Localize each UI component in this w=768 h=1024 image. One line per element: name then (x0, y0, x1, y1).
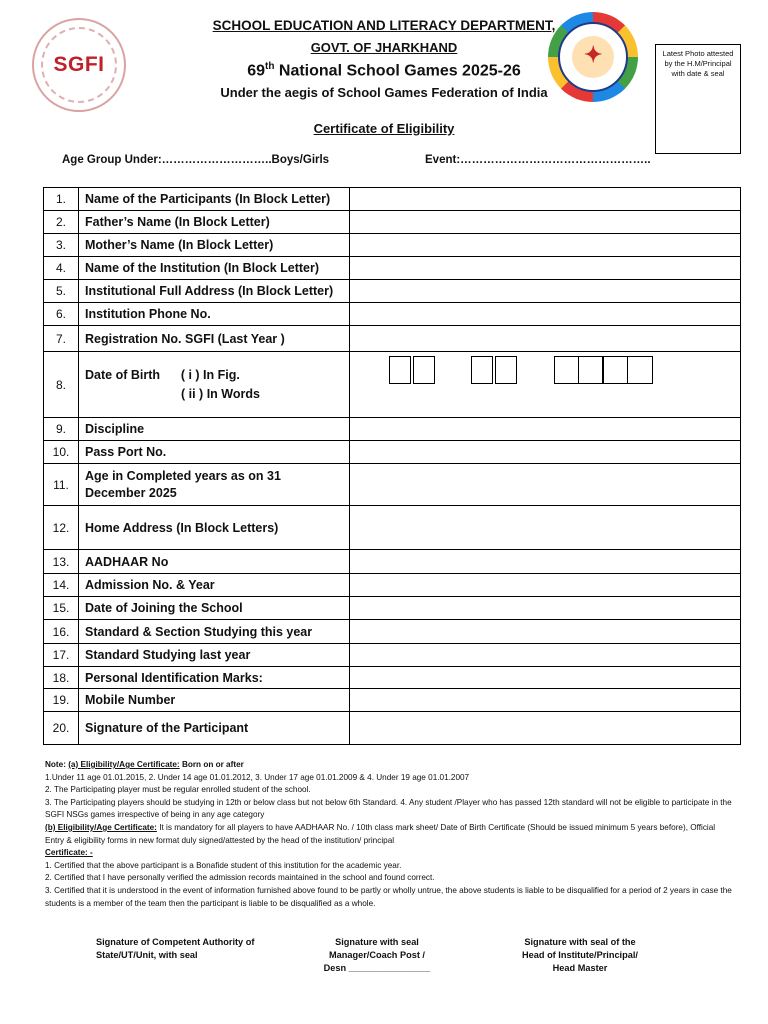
standard-last-year-input[interactable] (350, 644, 741, 667)
photo-box[interactable]: Latest Photo attested by the H.M/Principal with date & seal (655, 44, 741, 154)
registration-no-input[interactable] (350, 326, 741, 352)
table-row (44, 550, 741, 574)
row-label: Name of the Participants (In Block Letter) (79, 188, 350, 211)
dob-year-box[interactable] (603, 356, 628, 384)
row-number: 3. (44, 234, 79, 257)
row-label: Mobile Number (79, 689, 350, 712)
institution-phone-input[interactable] (350, 303, 741, 326)
table-row (44, 303, 741, 326)
sgfi-logo-text: SGFI (53, 53, 105, 76)
row-number: 1. (44, 188, 79, 211)
table-row (44, 418, 741, 441)
age-group-field[interactable]: Age Group Under:………………………..Boys/Girls (62, 154, 330, 166)
table-row (44, 464, 741, 506)
table-row (44, 234, 741, 257)
note-1: 1.Under 11 age 01.01.2015, 2. Under 14 age 01.01.2012, 3. Under 17 age 01.01.2009 & 4. Under 19 age 01.01.2007 (45, 772, 470, 782)
row-label: Age in Completed years as on 31 December 2025 (79, 464, 350, 506)
table-row (44, 352, 741, 418)
mobile-number-input[interactable] (350, 689, 741, 712)
participant-signature-field[interactable] (350, 712, 741, 745)
table-row (44, 326, 741, 352)
table-row (44, 188, 741, 211)
aadhaar-input[interactable] (350, 550, 741, 574)
jharkhand-games-logo: ✦ (548, 12, 638, 102)
event-field[interactable]: Event:………………………………………….. (425, 154, 651, 166)
discipline-input[interactable] (350, 418, 741, 441)
identification-marks-input[interactable] (350, 667, 741, 689)
table-row (44, 211, 741, 234)
row-label: Admission No. & Year (79, 574, 350, 597)
row-label: Mother’s Name (In Block Letter) (79, 234, 350, 257)
row-number: 12. (44, 506, 79, 550)
certificate-title: Certificate of Eligibility (313, 121, 455, 136)
row-number: 13. (44, 550, 79, 574)
row-label: Standard & Section Studying this year (79, 620, 350, 644)
table-row (44, 506, 741, 550)
certificate-label: Certificate: - (45, 848, 93, 858)
row-label: Signature of the Participant (79, 712, 350, 745)
row-number: 11. (44, 464, 79, 506)
signature-manager-coach[interactable]: Signature with seal Manager/Coach Post / Desn ________________ (323, 937, 431, 973)
table-row (44, 689, 741, 712)
dob-year-box[interactable] (627, 356, 653, 384)
row-label: Date of Joining the School (79, 597, 350, 620)
signature-head-of-institute[interactable]: Signature with seal of the Head of Institute/Principal/ Head Master (522, 937, 638, 973)
dob-input[interactable] (350, 352, 741, 418)
row-number: 16. (44, 620, 79, 644)
row-label: Standard Studying last year (79, 644, 350, 667)
institution-name-input[interactable] (350, 257, 741, 280)
row-label: Name of the Institution (In Block Letter) (79, 257, 350, 280)
row-number: 4. (44, 257, 79, 280)
row-label: Institution Phone No. (79, 303, 350, 326)
row-number: 17. (44, 644, 79, 667)
row-number: 10. (44, 441, 79, 464)
row-number: 20. (44, 712, 79, 745)
table-row (44, 257, 741, 280)
note-3: 3. The Participating players should be studying in 12th or below class but not below 6th Standard. 4. Any student /Player who has passed 12th standard will not be eligible to participate in the SGFI NSGs games irrespective of being in any age category (45, 797, 732, 820)
row-label: Personal Identification Marks: (79, 667, 350, 689)
joining-date-input[interactable] (350, 597, 741, 620)
age-input[interactable] (350, 464, 741, 506)
passport-input[interactable] (350, 441, 741, 464)
table-row (44, 644, 741, 667)
row-number: 19. (44, 689, 79, 712)
standard-this-year-input[interactable] (350, 620, 741, 644)
note-2: 2. The Participating player must be regular enrolled student of the school. (45, 785, 311, 795)
row-label: Discipline (79, 418, 350, 441)
dob-year-box[interactable] (578, 356, 603, 384)
row-label: Date of Birth ( i ) In Fig. ( ii ) In Words (79, 352, 350, 418)
notes-section: Note: (a) Eligibility/Age Certificate: Born on or after 1.Under 11 age 01.01.2015, 2. Under 14 age 01.01.2012, 3. Under 17 age 01.01.2009 & 4. Under 19 age 01.01.2007 2. The Participating player must be regular enrolled student of the school. 3. The Participating players should be studying in 12th or below class but not below 6th Standard. 4. Any student /Player who has passed 12th standard will not be eligible to participate in the SGFI NSGs games irrespective of being in any age category (b) Eligibility/Age Certificate: It is mandatory for all players to have AADHAAR No. / 10th class mark sheet/ Date of Birth Certificate (Should be issued minimum 5 years before), Official Entry & eligibility forms in new format duly signed/attested by the head of the institution/ principal Certificate: - 1. Certified that the above participant is a Bonafide student of this institution for the academic year. 2. Certified that I have personally verified the admission records maintained in the school and found correct. 3. Certified that it is understood in the event of information furnished above found to be partly or wholly untrue, the above students is liable to be disqualified for a period of 2 years in case the students is a member of the team then the participant is liable to be disqualified as a whole. (45, 759, 735, 910)
table-row (44, 280, 741, 303)
table-row (44, 620, 741, 644)
cert-3: 3. Certified that it is understood in the event of information furnished above found to be partly or wholly untrue, the above students is liable to be disqualified for a period of 2 years in case the students is a member of the team then the participant is liable to be disqualified as a whole. (45, 885, 732, 908)
admission-no-input[interactable] (350, 574, 741, 597)
mother-name-input[interactable] (350, 234, 741, 257)
table-row (44, 441, 741, 464)
dob-day-box[interactable] (413, 356, 435, 384)
row-number: 7. (44, 326, 79, 352)
cert-2: 2. Certified that I have personally verified the admission records maintained in the school and found correct. (45, 873, 435, 883)
row-number: 5. (44, 280, 79, 303)
father-name-input[interactable] (350, 211, 741, 234)
row-number: 2. (44, 211, 79, 234)
row-number: 6. (44, 303, 79, 326)
row-number: 8. (44, 352, 79, 418)
row-label: Pass Port No. (79, 441, 350, 464)
row-number: 15. (44, 597, 79, 620)
dob-month-box[interactable] (471, 356, 493, 384)
government-heading: GOVT. OF JHARKHAND (310, 40, 458, 55)
dob-digit-boxes (350, 352, 740, 386)
row-label: Father’s Name (In Block Letter) (79, 211, 350, 234)
row-label: AADHAAR No (79, 550, 350, 574)
table-row (44, 667, 741, 689)
participant-name-input[interactable] (350, 188, 741, 211)
row-number: 18. (44, 667, 79, 689)
dob-day-box[interactable] (389, 356, 411, 384)
row-label: Registration No. SGFI (Last Year ) (79, 326, 350, 352)
cert-1: 1. Certified that the above participant is a Bonafide student of this institution for the academic year. (45, 860, 402, 870)
row-number: 9. (44, 418, 79, 441)
row-number: 14. (44, 574, 79, 597)
table-row (44, 574, 741, 597)
dob-year-box[interactable] (554, 356, 579, 384)
event-title: 69th National School Games 2025-26 (247, 61, 521, 80)
row-label: Home Address (In Block Letters) (79, 506, 350, 550)
dob-month-box[interactable] (495, 356, 517, 384)
row-label: Institutional Full Address (In Block Letter) (79, 280, 350, 303)
eligibility-table (43, 187, 741, 745)
institution-address-input[interactable] (350, 280, 741, 303)
home-address-input[interactable] (350, 506, 741, 550)
table-row (44, 712, 741, 745)
signature-competent-authority[interactable]: Signature of Competent Authority of State/UT/Unit, with seal (96, 937, 255, 960)
aegis-line: Under the aegis of School Games Federation of India (220, 85, 548, 100)
department-heading: SCHOOL EDUCATION AND LITERACY DEPARTMENT, (212, 18, 556, 33)
table-row (44, 597, 741, 620)
